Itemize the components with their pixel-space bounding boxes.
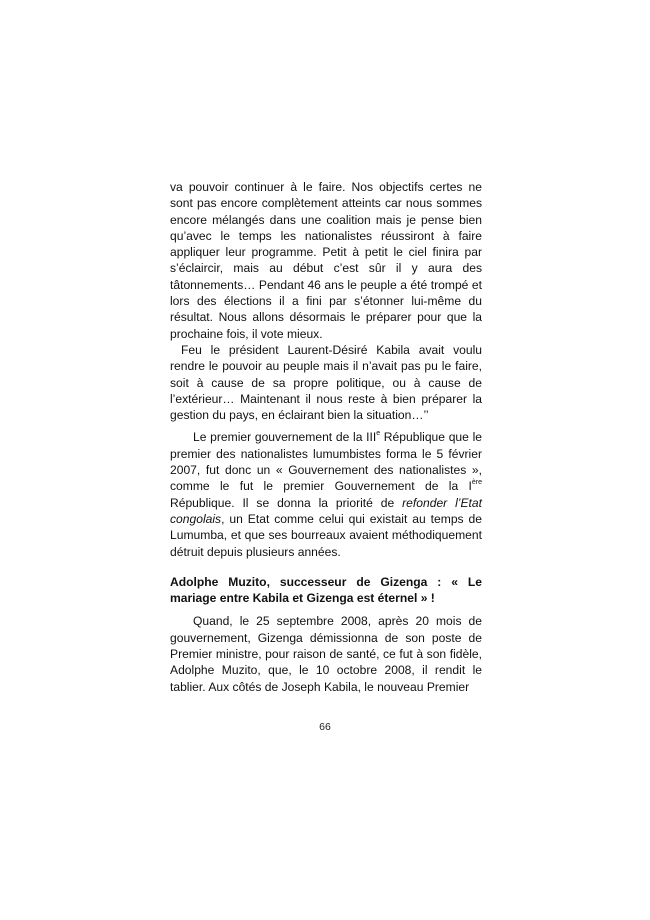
- text-span: Le premier gouvernement de la III: [193, 430, 377, 445]
- paragraph-quote-continuation: va pouvoir continuer à le faire. Nos objectifs certes ne sont pas encore complètement atteints car nous sommes encore mélangés dans une coalition mais je pense bien qu’avec le temps les nationalistes réussiront à faire appliquer leur programme. Petit à petit le ciel finira par s’éclaircir, mais au début c’est sûr il y aura des tâtonnements… Pendant 46 ans le peuple a été trompé et lors des élections il a fini par s’étonner lui-même du résultat. Nous allons désormais le préparer pour que la prochaine fois, il vote mieux.: [170, 180, 482, 341]
- italic-text: refonder l’Etat congolais: [170, 495, 482, 526]
- page-number: 66: [319, 721, 331, 733]
- paragraph-first-government: [170, 429, 482, 559]
- text-span: , un Etat comme celui qui existait au temps de Lumumba, et que ses bourreaux avaient méthodiquement détruit depuis plusieurs années.: [170, 511, 482, 559]
- text-span: République. Il se donna la priorité de: [170, 495, 403, 510]
- text-span: République que le premier des nationalistes lumumbistes forma le 5 février 2007, fut donc un « Gouvernement des nationalistes », comme le fut le premier Gouvernement de la I: [170, 430, 482, 494]
- section-heading: Adolphe Muzito, successeur de Gizenga : « Le mariage entre Kabila et Gizenga est éternel » !: [170, 574, 482, 606]
- paragraph-muzito: Quand, le 25 septembre 2008, après 20 mois de gouvernement, Gizenga démissionna de son poste de Premier ministre, pour raison de santé, ce fut à son fidèle, Adolphe Muzito, que, le 10 octobre 2008, il rendit le tablier. Aux côtés de Joseph Kabila, le nouveau Premier: [170, 614, 482, 694]
- page-body: [170, 179, 482, 695]
- superscript: ère: [471, 479, 482, 487]
- superscript: e: [376, 430, 381, 438]
- paragraph-quote-kabila: Feu le président Laurent-Désiré Kabila avait voulu rendre le pouvoir au peuple mais il n’avait pas pu le faire, soit à cause de sa propre politique, ou à cause de l’extérieur… Maintenant il nous reste à bien préparer la gestion du pays, en éclairant bien la situation…’’: [170, 342, 482, 423]
